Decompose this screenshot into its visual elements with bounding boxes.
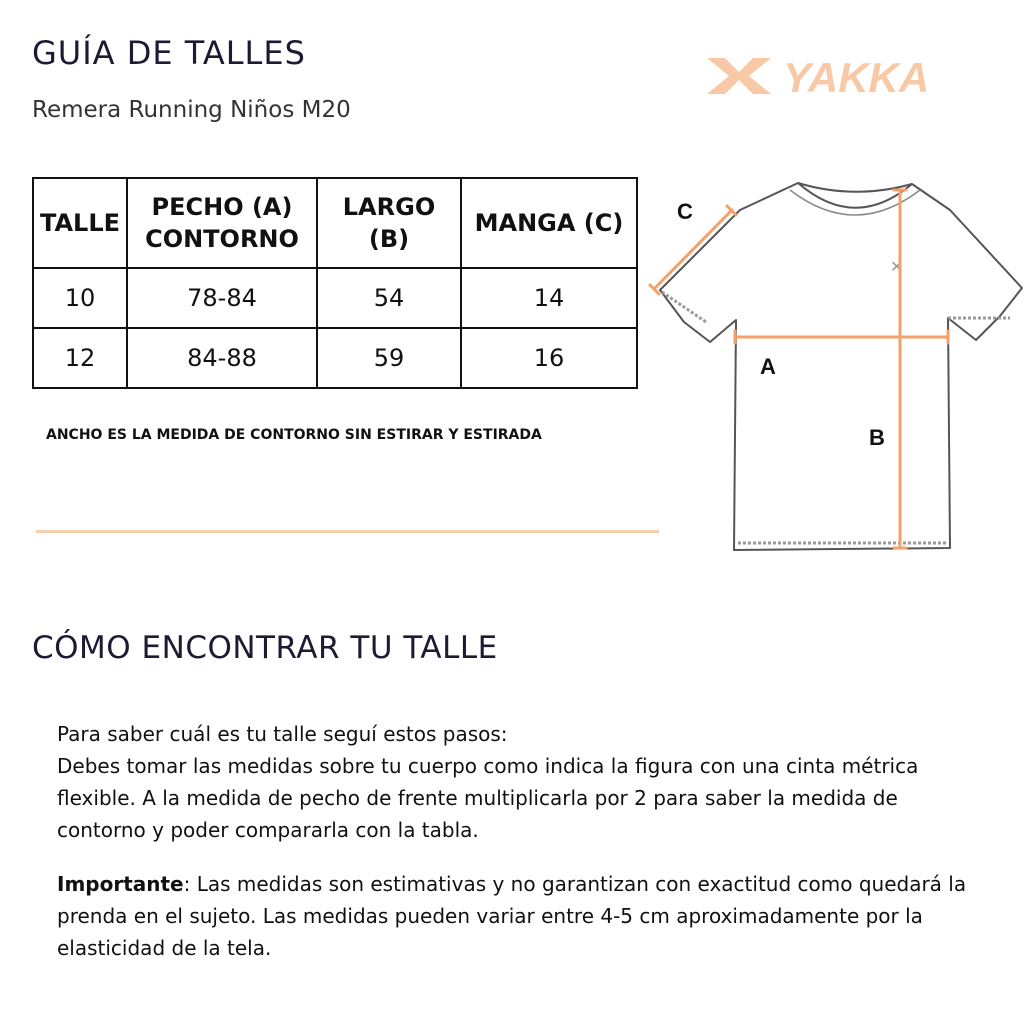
cell-manga: 14 [461,268,637,328]
cell-talle: 10 [33,268,127,328]
section-divider [36,530,659,533]
cell-largo: 59 [317,328,461,388]
cell-talle: 12 [33,328,127,388]
label-b: B [869,425,885,450]
table-row [33,328,637,388]
cell-pecho: 78-84 [127,268,317,328]
header-talle [33,178,127,268]
header-largo-line2: (B) [368,225,410,253]
tshirt-outline [660,183,1022,550]
header-largo-line1: LARGO [342,192,436,221]
instructions-intro: Para saber cuál es tu talle seguí estos pasos: [57,722,508,746]
cell-manga: 16 [461,328,637,388]
header-largo [317,178,461,268]
header-pecho-line2: CONTORNO [145,225,299,253]
page-title: GUÍA DE TALLES [32,34,306,72]
header-pecho [127,178,317,268]
product-subtitle: Remera Running Niños M20 [32,97,351,123]
important-paragraph [57,868,987,964]
header-talle-line1: TALLE [39,208,121,237]
important-text: : Las medidas son estimativas y no garantizan con exactitud como quedará la prenda en el sujeto. Las medidas pueden variar entre 4-5 cm aproximadamente por la elasticidad de la tela. [57,872,967,960]
measurement-note: ANCHO ES LA MEDIDA DE CONTORNO SIN ESTIRAR Y ESTIRADA [46,427,542,443]
cell-pecho: 84-88 [127,328,317,388]
brand-logo [705,54,960,98]
label-c: C [677,199,693,224]
brand-name: YAKKA [783,54,930,98]
header-manga [461,178,637,268]
header-pecho-line1: PECHO (A) [151,192,293,221]
table-header-row [33,178,637,268]
instructions-steps: Debes tomar las medidas sobre tu cuerpo como indica la figura con una cinta métrica flexible. A la medida de pecho de frente multiplicarla por 2 para saber la medida de contorno y poder compararla con la tabla. [57,754,919,842]
measure-c-line [654,210,732,289]
tshirt-diagram [640,175,1024,565]
tshirt-logo-mark: ✕ [890,257,904,276]
important-label: Importante [57,872,184,896]
label-a: A [760,354,776,379]
cell-largo: 54 [317,268,461,328]
table-row [33,268,637,328]
instructions [57,718,987,964]
section-title: CÓMO ENCONTRAR TU TALLE [32,630,498,666]
size-table [32,177,638,389]
header-manga-line1: MANGA (C) [474,208,624,237]
